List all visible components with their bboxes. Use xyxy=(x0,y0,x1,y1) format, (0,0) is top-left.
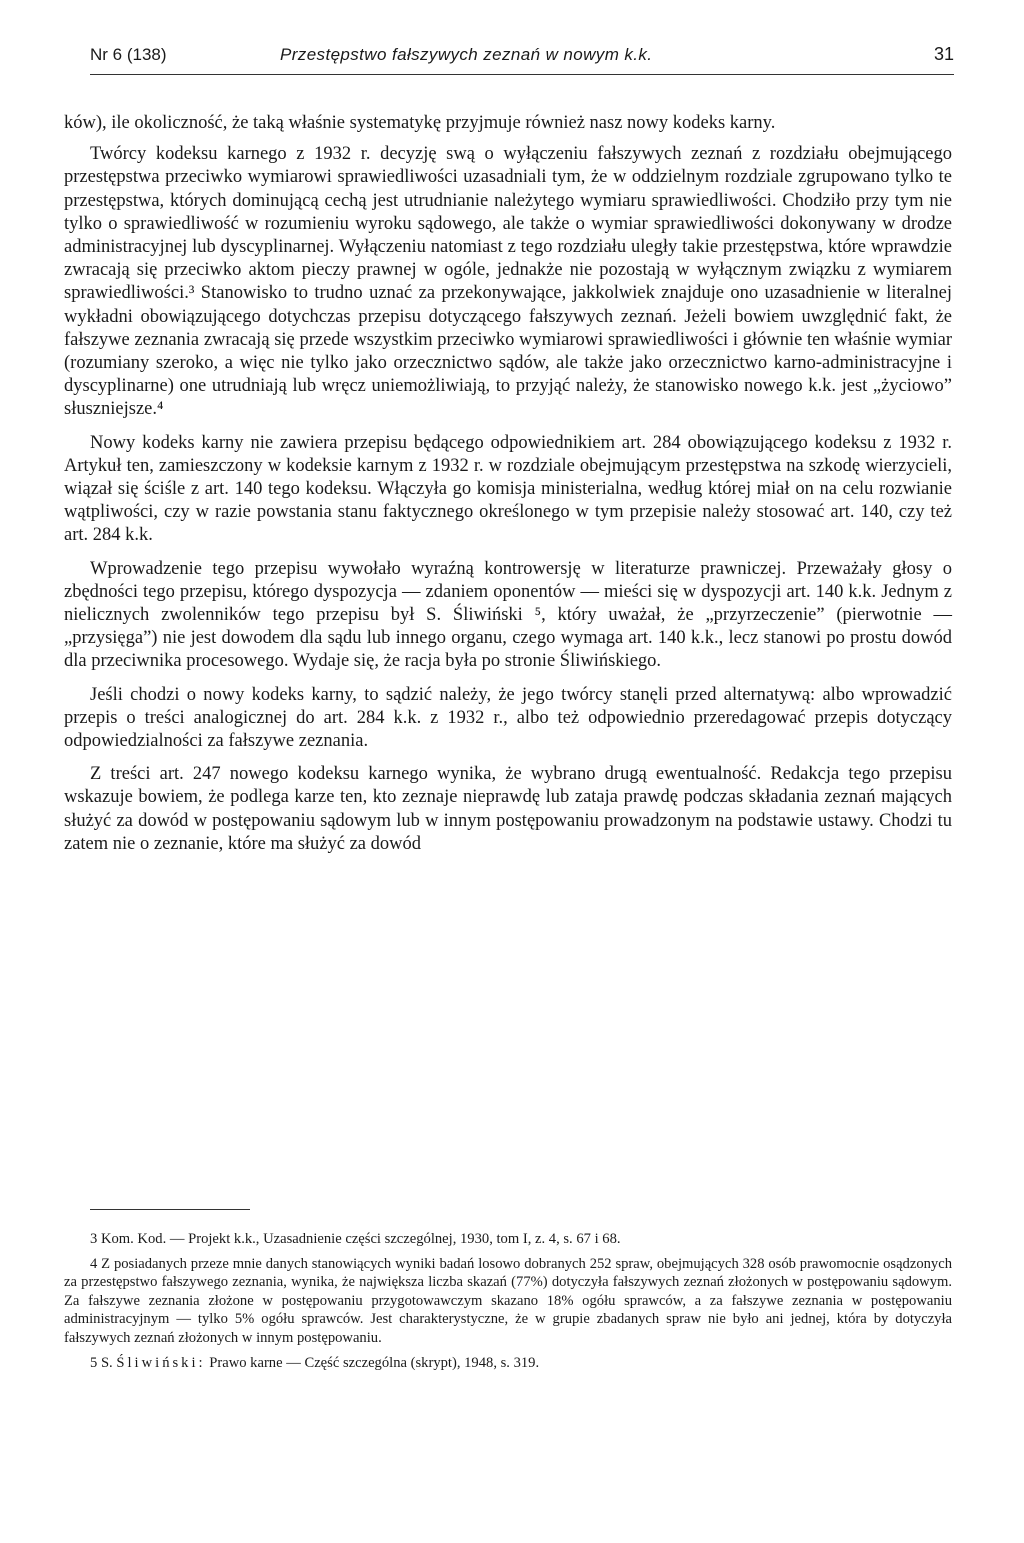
paragraph-2: Twórcy kodeksu karnego z 1932 r. decyzję swą o wyłączeniu fałszywych zeznań z rozdziału obejmującego przestępstwa przeciwko wymiarowi sprawiedliwości uzasadniali tym, że w oddzielnym rozdziale zgrupowano tylko te przestępstwa, których dominującą cechą jest utrudnianie należytego wymiaru sprawiedliwości. Chodziło przy tym nie tylko o sprawiedliwość w rozumieniu wyroku sądowego, ale także o wymiar sprawiedliwości dokonywany w drodze administracyjnej lub dyscyplinarnej. Wyłączeniu natomiast z tego rozdziału uległy takie przestępstwa, które wprawdzie zwracają się przeciwko aktom pieczy prawnej w ogóle, jednakże nie pozostają w wyłącznym związku z wymiarem sprawiedliwości.³ Stanowisko to trudno uznać za przekonywające, jakkolwiek znajduje ono uzasadnienie w literalnej wykładni obowiązującego dotychczas przepisu dotyczącego fałszywych zeznań. Jeżeli bowiem uwzględnić fakt, że fałszywe zeznania zwracają się przede wszystkim przeciwko wymiarowi sprawiedliwości i głównie ten właśnie wymiar (rozumiany szeroko, a więc nie tylko jako orzecznictwo sądów, ale także jako orzecznictwo karno-administracyjne i dyscyplinarne) one utrudniają lub wręcz uniemożliwiają, to przyjąć należy, że stanowisko nowego k.k. jest „życiowo” słuszniejsze.⁴ xyxy=(64,144,952,420)
paragraph-1: ków), ile okoliczność, że taką właśnie systematykę przyjmuje również nasz nowy kodeks karny. xyxy=(64,113,776,133)
header-rule xyxy=(90,74,954,75)
running-title: Przestępstwo fałszywych zeznań w nowym k.k. xyxy=(280,45,653,64)
paragraph-5: Jeśli chodzi o nowy kodeks karny, to sądzić należy, że jego twórcy stanęli przed alternatywą: albo wprowadzić przepis o treści analogicznej do art. 284 k.k. z 1932 r., albo też odpowiednio przeredagować przepis dotyczący odpowiedzialności za fałszywe zeznania. xyxy=(64,684,952,752)
footnote-5-author: Śliwiński: xyxy=(116,1354,206,1371)
paragraph-4: Wprowadzenie tego przepisu wywołało wyraźną kontrowersję w literaturze prawniczej. Przeważały głosy o zbędności tego przepisu, którego dyspozycja — zdaniem oponentów — mieści się w dyspozycji art. 140 k.k. Jednym z nielicznych zwolenników tego przepisu był S. Śliwiński ⁵, który uważał, że „przyrzeczenie” (pierwotnie — „przysięga”) nie jest dowodem dla sądu lub innego organu, czego wymaga art. 140 k.k., lecz stanowi po prostu dowód dla przeciwnika procesowego. Wydaje się, że racja była po stronie Śliwińskiego. xyxy=(64,558,952,672)
page-number: 31 xyxy=(933,44,954,64)
page-header xyxy=(90,44,954,65)
footnote-5-rest: Prawo karne — Część szczególna (skrypt), 1948, s. 319. xyxy=(209,1354,540,1371)
footnote-3: 3 Kom. Kod. — Projekt k.k., Uzasadnienie części szczególnej, 1930, tom I, z. 4, s. 67 i 68. xyxy=(90,1231,621,1247)
footnote-5-prefix: 5 S. xyxy=(90,1354,113,1371)
footnote-rule xyxy=(90,1209,250,1210)
article-body xyxy=(64,112,952,866)
footnotes xyxy=(64,1230,952,1378)
paragraph-3: Nowy kodeks karny nie zawiera przepisu będącego odpowiednikiem art. 284 obowiązującego kodeksu z 1932 r. Artykuł ten, zamieszczony w kodeksie karnym z 1932 r. w rozdziale obejmującym przestępstwa na szkodę wierzycieli, wiązał się ściśle z art. 140 tego kodeksu. Włączyła go komisja ministerialna, według której miał on na celu rozwianie wątpliwości, czy w razie powstania stanu faktycznego określonego w tym przepisie należy stosować art. 140, czy też art. 284 k.k. xyxy=(64,432,952,546)
issue-number: Nr 6 (138) xyxy=(90,45,167,64)
footnote-5 xyxy=(64,1354,952,1373)
footnote-4: 4 Z posiadanych przeze mnie danych stanowiących wyniki badań losowo dobranych 252 spraw, obejmujących 328 osób prawomocnie osądzonych za przestępstwo fałszywego zeznania, wynika, że największa liczba skazań (77%) dotyczyła fałszywych zeznań złożonych w postępowaniu sądowym. Za fałszywe zeznania złożone w postępowaniu przygotowawczym skazano 18% ogółu sprawców, a za fałszywe zeznania w postępowaniu administracyjnym — tylko 5% ogółu sprawców. Jest charakterystyczne, że w grupie zbadanych spraw nie było ani jednej, która by dotyczyła fałszywych zeznań złożonych w innym postępowaniu. xyxy=(64,1255,952,1346)
paragraph-6: Z treści art. 247 nowego kodeksu karnego wynika, że wybrano drugą ewentualność. Redakcja tego przepisu wskazuje bowiem, że podlega karze ten, kto zeznaje nieprawdę lub zataja prawdę podczas składania zeznań mających służyć za dowód w postępowaniu sądowym lub w innym postępowaniu prowadzonym na podstawie ustawy. Chodzi tu zatem nie o zeznanie, które ma służyć za dowód xyxy=(64,764,952,854)
